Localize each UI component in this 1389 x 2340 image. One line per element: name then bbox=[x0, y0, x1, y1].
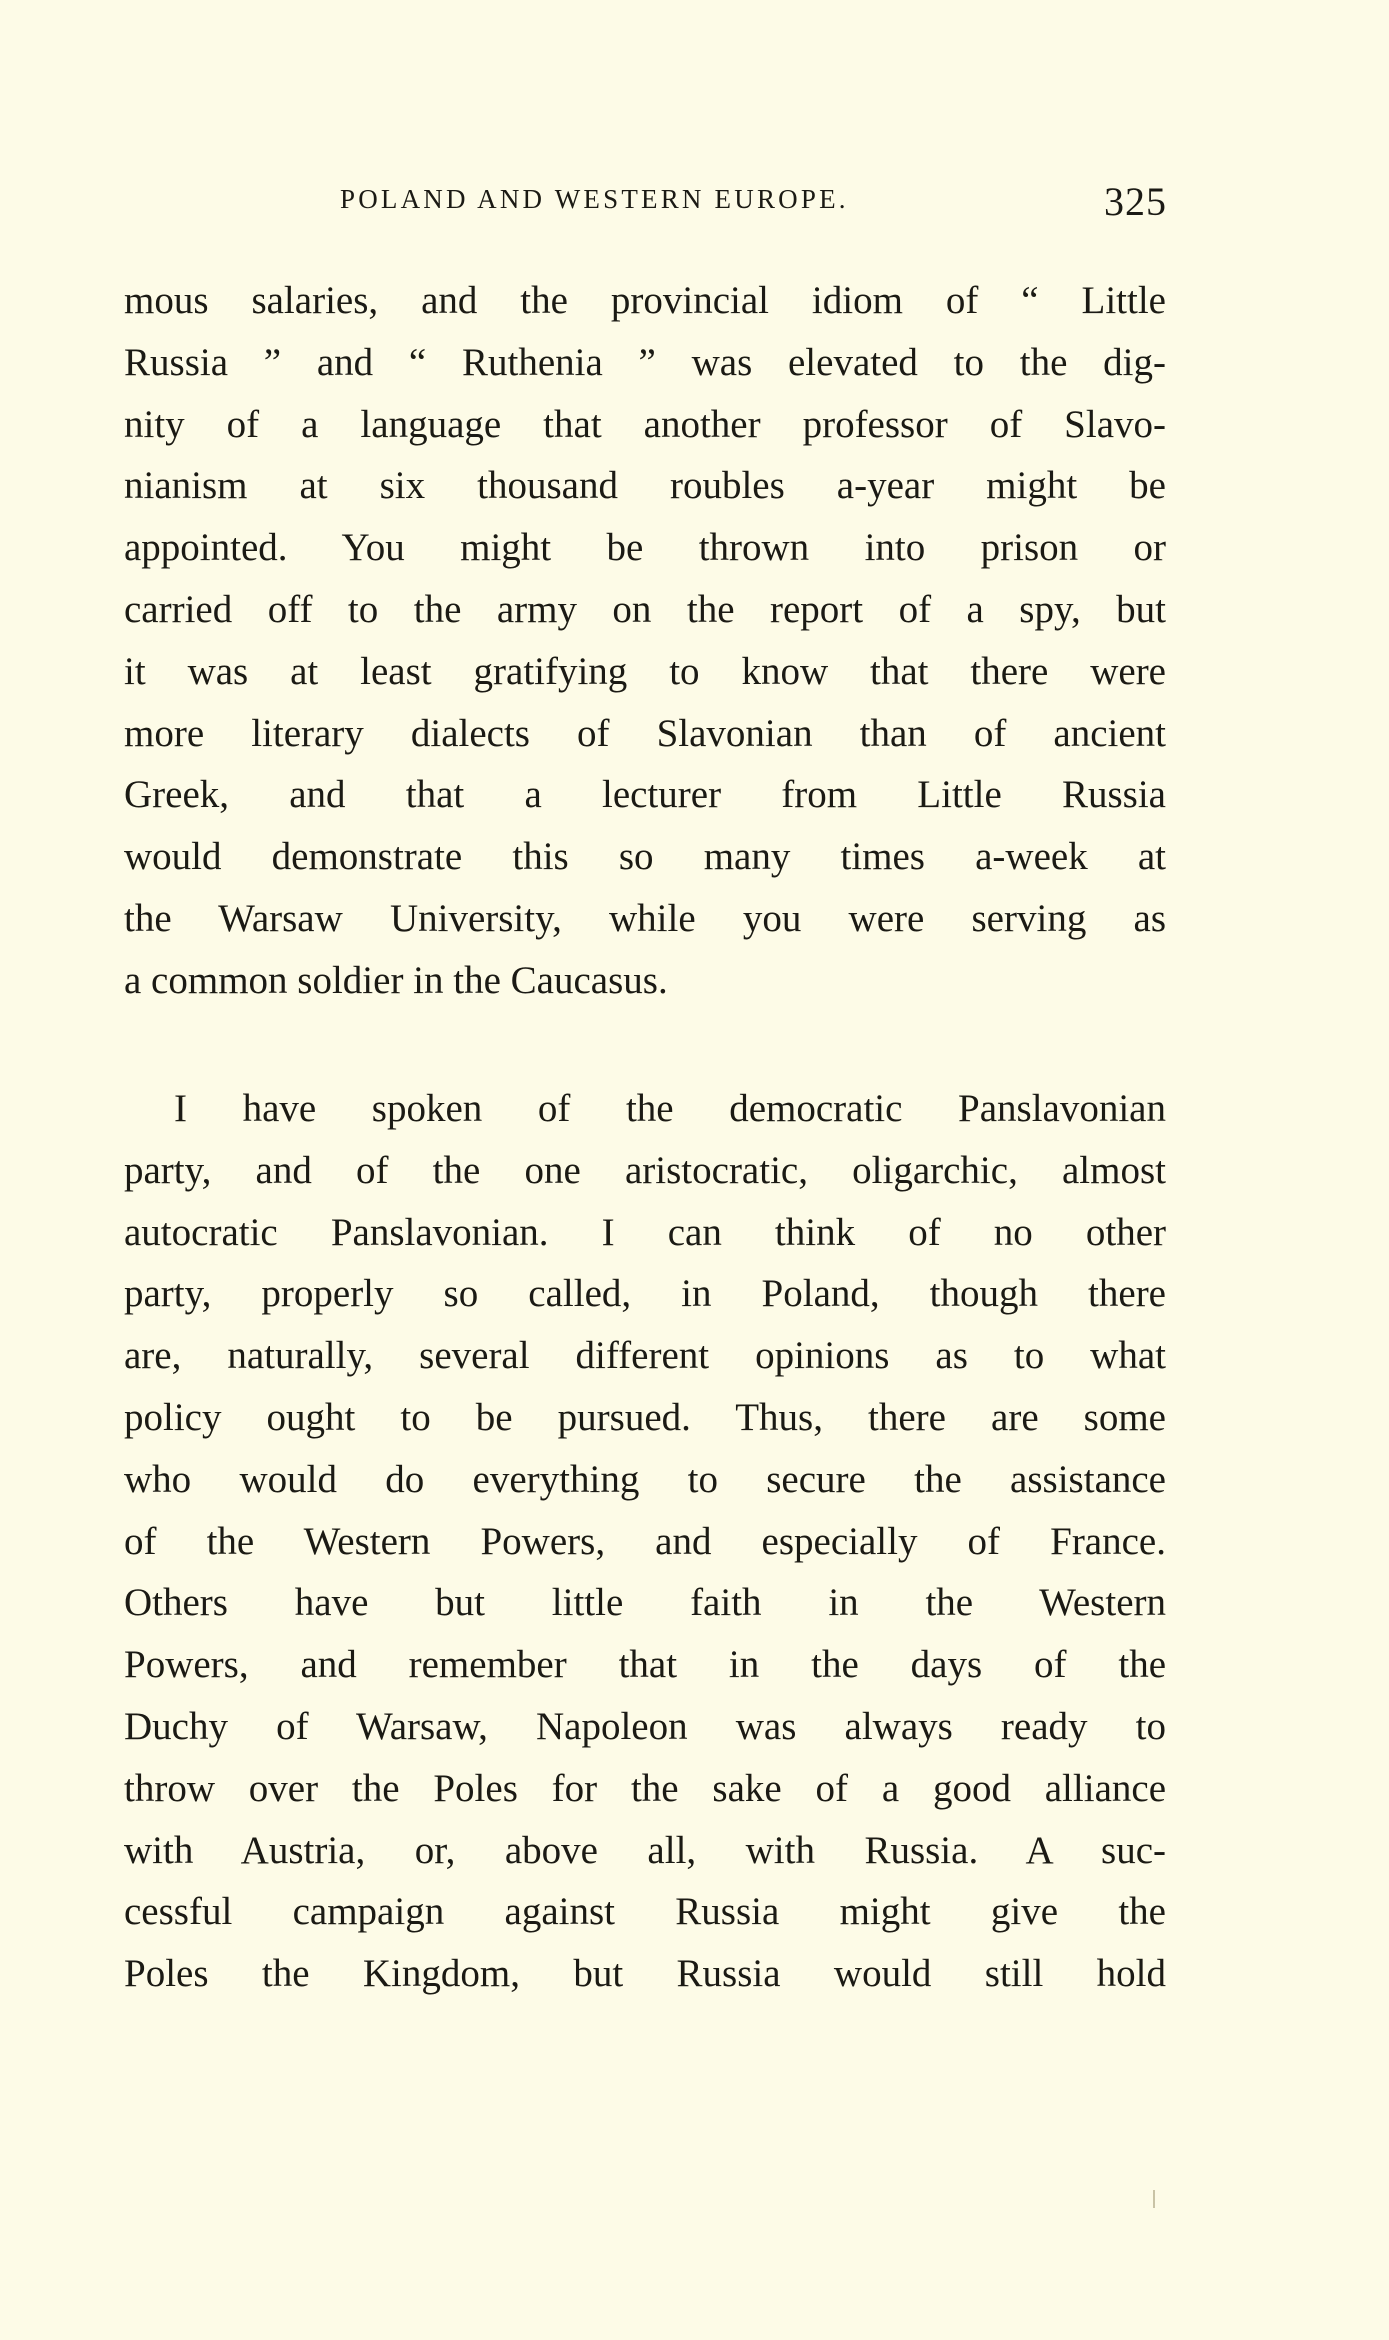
text-line: autocratic Panslavonian. I can think of no other bbox=[124, 1210, 1166, 1254]
text-line: appointed. You might be thrown into prison or bbox=[124, 526, 1166, 570]
text-line: mous salaries, and the provincial idiom of “ Little bbox=[124, 279, 1166, 322]
text-line: Others have but little faith in the Western bbox=[124, 1581, 1166, 1625]
page-number: 325 bbox=[1104, 179, 1167, 224]
running-head bbox=[0, 178, 1389, 228]
text-line: party, properly so called, in Poland, though there bbox=[124, 1272, 1166, 1316]
text-line: Duchy of Warsaw, Napoleon was always ready to bbox=[124, 1704, 1166, 1748]
text-line: who would do everything to secure the assistance bbox=[124, 1457, 1166, 1501]
text-line: it was at least gratifying to know that there were bbox=[124, 649, 1166, 693]
text-line: with Austria, or, above all, with Russia. A suc- bbox=[124, 1828, 1166, 1872]
text-line: nity of a language that another professor of Slavo- bbox=[124, 402, 1166, 446]
paragraph bbox=[124, 1078, 1166, 2005]
paragraph-continued bbox=[124, 270, 1166, 1012]
text-line: of the Western Powers, and especially of France. bbox=[124, 1519, 1166, 1563]
text-line: I have spoken of the democratic Panslavonian bbox=[174, 1087, 1166, 1130]
text-line: Greek, and that a lecturer from Little Russia bbox=[124, 773, 1166, 817]
text-line: would demonstrate this so many times a-week at bbox=[124, 835, 1166, 879]
text-line: cessful campaign against Russia might give the bbox=[124, 1890, 1166, 1934]
text-line: Poles the Kingdom, but Russia would still hold bbox=[124, 1952, 1166, 1996]
running-title: POLAND AND WESTERN EUROPE. bbox=[340, 184, 849, 214]
text-line: Russia ” and “ Ruthenia ” was elevated to the dig- bbox=[124, 340, 1166, 384]
text-line: party, and of the one aristocratic, oligarchic, almost bbox=[124, 1148, 1166, 1192]
text-line: policy ought to be pursued. Thus, there are some bbox=[124, 1395, 1166, 1439]
text-line: are, naturally, several different opinions as to what bbox=[124, 1334, 1166, 1378]
text-line: more literary dialects of Slavonian than of ancient bbox=[124, 711, 1166, 755]
text-line: carried off to the army on the report of a spy, but bbox=[124, 587, 1166, 631]
text-line: a common soldier in the Caucasus. bbox=[124, 958, 668, 1002]
text-line: throw over the Poles for the sake of a good alliance bbox=[124, 1766, 1166, 1810]
text-line: nianism at six thousand roubles a-year might be bbox=[124, 464, 1166, 508]
text-line: the Warsaw University, while you were serving as bbox=[124, 896, 1166, 940]
paper-blemish bbox=[1153, 2190, 1155, 2208]
text-line: Powers, and remember that in the days of the bbox=[124, 1643, 1166, 1687]
